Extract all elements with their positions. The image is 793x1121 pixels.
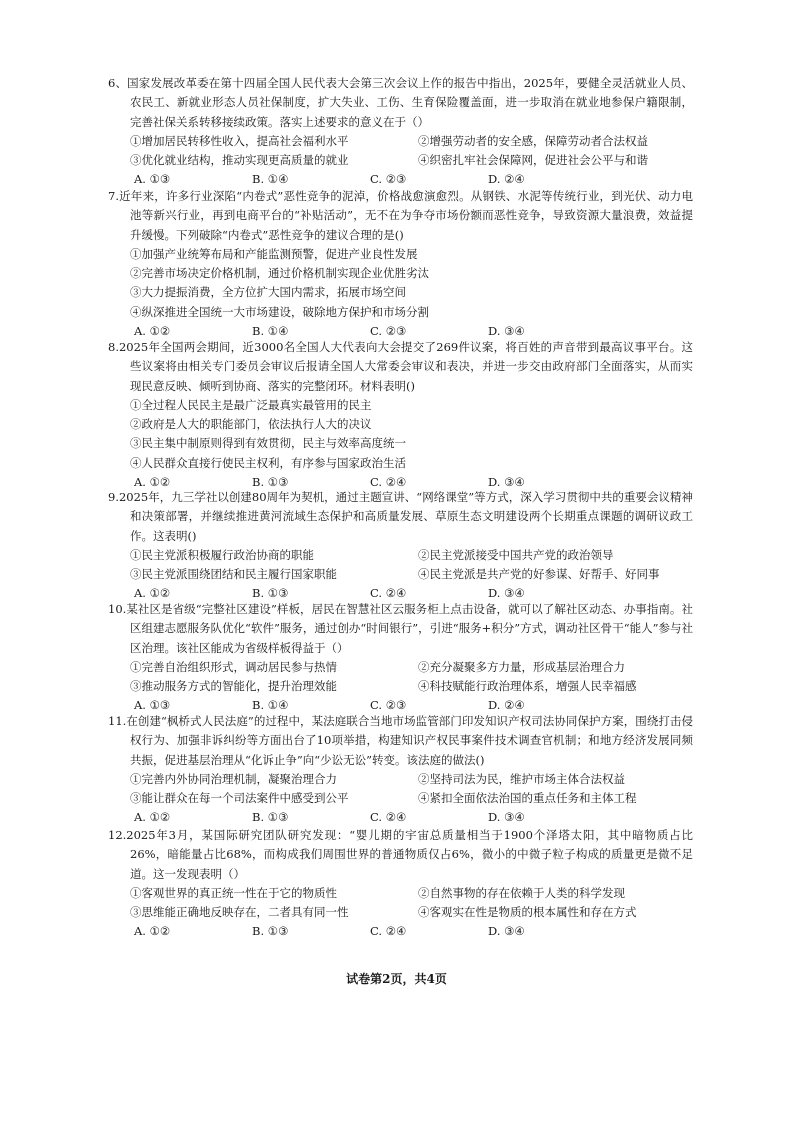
- option-2: ②充分凝聚多方力量，形成基层治理合力: [418, 659, 625, 674]
- choice-a: A. ①③: [134, 698, 171, 713]
- question-7: [108, 187, 693, 341]
- question-stem: 12.2025年3月，某国际研究团队研究发现：“婴儿期的宇宙总质量相当于1900个泽塔太阳，其中暗物质占比26%，暗能量占比68%，而构成我们周围世界的普通物质仅占6%，微小的中微子粒子构成的质量更是微不足道。这一发现表明（）: [108, 828, 693, 881]
- question-10: [108, 600, 693, 716]
- option-4: ④织密扎牢社会保障网，促进社会公平与和谐: [418, 153, 648, 168]
- question-stem: 10.某社区是省级“完整社区建设”样板，居民在智慧社区云服务柜上点击设备，就可以了解社区动态、办事指南。社区组建志愿服务队优化“软件”服务，通过创办“时间银行”，引进“服务+积分”方式，调动社区骨干“能人”参与社区治理。该社区能成为省级样板得益于（）: [108, 602, 693, 655]
- choice-b: B. ①③: [252, 924, 289, 939]
- option-3: ③推动服务方式的智能化，提升治理效能: [130, 679, 337, 694]
- option-3: ③民主集中制原则得到有效贯彻，民主与效率高度统一: [130, 436, 406, 451]
- choice-a: A. ①②: [134, 924, 171, 939]
- choice-b: B. ①③: [252, 475, 289, 490]
- question-9: [108, 488, 693, 604]
- option-3: ③能让群众在每一个司法案件中感受到公平: [130, 791, 349, 806]
- option-1: ①完善自治组织形式，调动居民参与热情: [130, 659, 337, 674]
- choice-d: D. ②④: [488, 698, 525, 713]
- option-2: ②民主党派接受中国共产党的政治领导: [418, 547, 614, 562]
- choice-c: C. ②④: [370, 810, 407, 825]
- option-2: ②完善市场决定价格机制，通过价格机制实现企业优胜劣汰: [130, 266, 429, 281]
- question-stem: 7.近年来，许多行业深陷“内卷式”恶性竞争的泥淖，价格战愈演愈烈。从钢铁、水泥等传统行业，到光伏、动力电池等新兴行业，再到电商平台的“补贴活动”，无不在为争夺市场份额而恶性竞争，导致资源大量浪费，效益提升缓慢。下列破除“内卷式”恶性竞争的建议合理的是(): [108, 189, 693, 242]
- option-4: ④民主党派是共产党的好参谋、好帮手、好同事: [418, 567, 660, 582]
- question-6: [108, 74, 693, 190]
- choice-a: A. ①②: [134, 810, 171, 825]
- option-1: ①民主党派积极履行政治协商的职能: [130, 547, 314, 562]
- question-stem: 9.2025年，九三学社以创建80周年为契机，通过主题宣讲、“网络课堂”等方式，深入学习贯彻中共的重要会议精神和决策部署，并继续推进黄河流域生态保护和高质量发展、草原生态文明建设两个长期重点课题的调研议政工作。这表明(): [108, 490, 693, 543]
- option-2: ②政府是人大的职能部门，依法执行人大的决议: [130, 417, 372, 432]
- option-4: ④紧扣全面依法治国的重点任务和主体工程: [418, 791, 637, 806]
- option-2: ②坚持司法为民，维护市场主体合法权益: [418, 771, 625, 786]
- choice-b: B. ①④: [252, 324, 289, 339]
- choice-c: C. ②③: [370, 698, 407, 713]
- option-1: ①客观世界的真正统一性在于它的物质性: [130, 885, 337, 900]
- option-4: ④纵深推进全国统一大市场建设，破除地方保护和市场分割: [130, 304, 429, 319]
- question-stem: 11.在创建“枫桥式人民法庭”的过程中，某法庭联合当地市场监管部门印发知识产权司法协同保护方案，围绕打击侵权行为、加强非诉纠纷等方面出台了10项举措，构建知识产权民事案件技术调查官机制；和地方经济发展同频共振，促进基层治理从“化诉止争”向“少讼无讼”转变。该法庭的做法(): [108, 714, 693, 767]
- choice-b: B. ①④: [252, 698, 289, 713]
- choice-d: D. ③④: [488, 924, 525, 939]
- choice-b: B. ①③: [252, 810, 289, 825]
- option-2: ②自然事物的存在依赖于人类的科学发现: [418, 885, 625, 900]
- option-1: ①完善内外协同治理机制，凝聚治理合力: [130, 771, 337, 786]
- option-4: ④人民群众直接行使民主权利，有序参与国家政治生活: [130, 455, 406, 470]
- choice-d: D. ③④: [488, 475, 525, 490]
- choice-b: B. ①④: [252, 172, 289, 187]
- choice-d: D. ③④: [488, 324, 525, 339]
- option-4: ④客观实在性是物质的根本属性和存在方式: [418, 905, 637, 920]
- choice-c: C. ②④: [370, 924, 407, 939]
- question-11: [108, 712, 693, 828]
- choice-a: A. ①③: [134, 172, 171, 187]
- option-1: ①加强产业统筹布局和产能监测预警，促进产业良性发展: [130, 246, 418, 261]
- choice-a: A. ①②: [134, 586, 171, 601]
- choice-c: C. ②③: [370, 324, 407, 339]
- choice-d: D. ③④: [488, 810, 525, 825]
- option-1: ①增加居民转移性收入，提高社会福利水平: [130, 133, 349, 148]
- choice-d: D. ③④: [488, 586, 525, 601]
- question-8: [108, 338, 693, 492]
- choice-c: C. ②④: [370, 586, 407, 601]
- question-stem: 8.2025年全国两会期间，近3000名全国人大代表向大会提交了269件议案，将百姓的声音带到最高议事平台。这些议案将由相关专门委员会审议后报请全国人大常委会审议和表决，并进一步交由政府部门全面落实，从而实现民意反映、倾听到协商、落实的完整闭环。材料表明(): [108, 340, 693, 393]
- option-2: ②增强劳动者的安全感，保障劳动者合法权益: [418, 133, 648, 148]
- option-1: ①全过程人民民主是最广泛最真实最管用的民主: [130, 397, 372, 412]
- question-12: [108, 826, 693, 942]
- choice-c: C. ②③: [370, 172, 407, 187]
- choice-c: C. ②④: [370, 475, 407, 490]
- choice-a: A. ①②: [134, 324, 171, 339]
- choice-b: B. ①③: [252, 586, 289, 601]
- option-4: ④科技赋能行政治理体系，增强人民幸福感: [418, 679, 637, 694]
- option-3: ③民主党派围绕团结和民主履行国家职能: [130, 567, 337, 582]
- page-footer: 试卷第2页，共4页: [346, 972, 447, 986]
- choice-a: A. ①②: [134, 475, 171, 490]
- choice-d: D. ②④: [488, 172, 525, 187]
- option-3: ③优化就业结构，推动实现更高质量的就业: [130, 153, 349, 168]
- option-3: ③大力提振消费，全方位扩大国内需求，拓展市场空间: [130, 285, 406, 300]
- question-stem: 6、国家发展改革委在第十四届全国人民代表大会第三次会议上作的报告中指出，2025年，要健全灵活就业人员、农民工、新就业形态人员社保制度，扩大失业、工伤、生育保险覆盖面，进一步取消在就业地参保户籍限制，完善社保关系转移接续政策。落实上述要求的意义在于（）: [108, 76, 693, 129]
- option-3: ③思维能正确地反映存在，二者具有同一性: [130, 905, 349, 920]
